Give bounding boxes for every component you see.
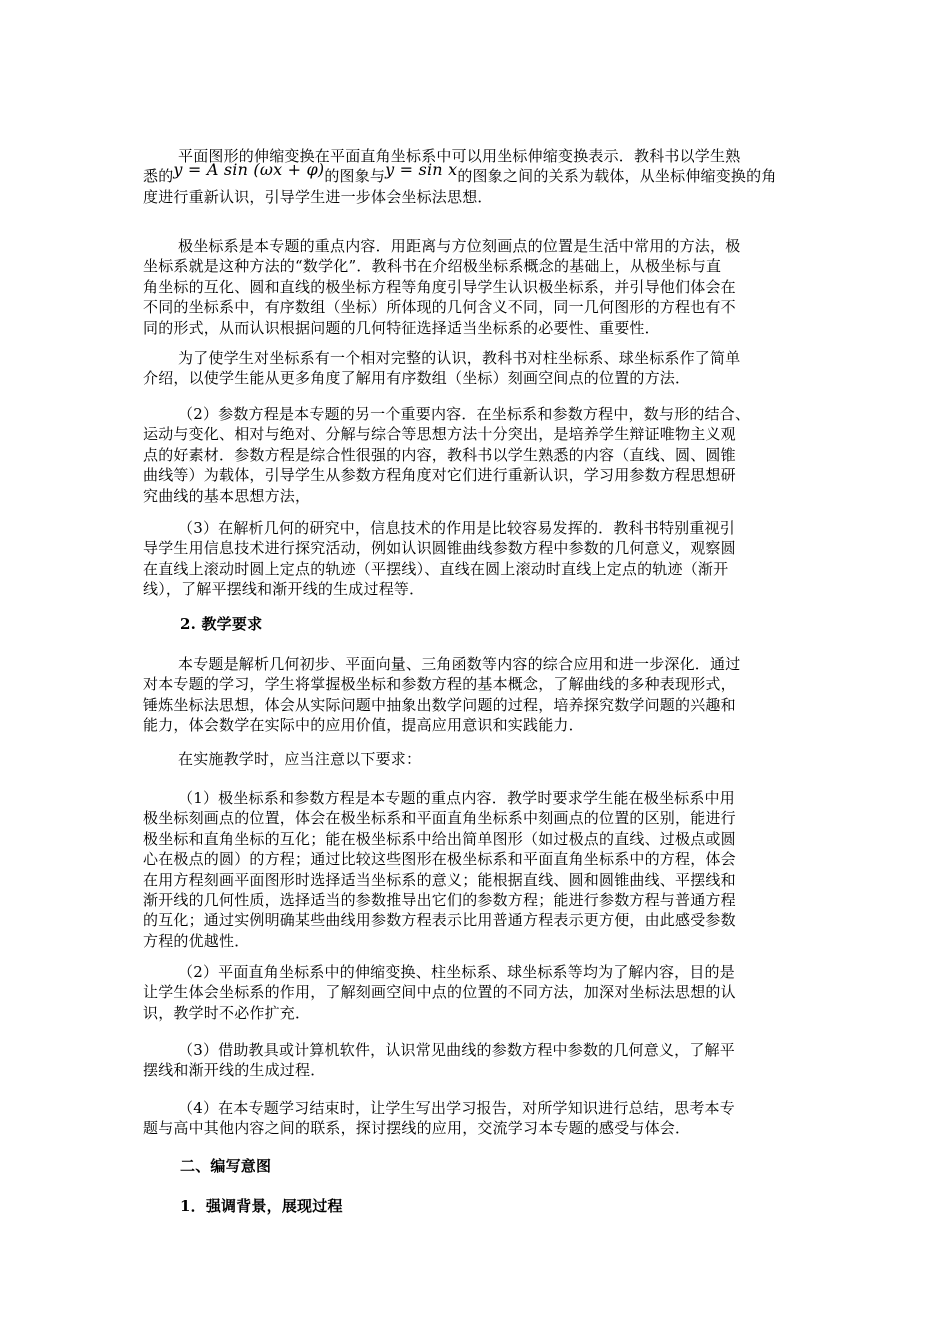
paragraph-line: 方程的优越性． [143, 931, 250, 950]
formula-sine-basic: y = sin x [385, 160, 458, 180]
paragraph-polar-coordinates [143, 236, 803, 338]
paragraph-line: 渐开线的几何性质，选择适当的参数推导出它们的参数方程；能进行参数方程与普通方程 [143, 891, 736, 910]
paragraph-line: 锤炼坐标法思想，体会从实际问题中抽象出数学问题的过程，培养探究数学问题的兴趣和 [143, 695, 736, 714]
paragraph-line: （1）极坐标系和参数方程是本专题的重点内容．教学时要求学生能在极坐标系中用 [178, 789, 735, 807]
text-span: 的图象之间的关系为载体，从坐标伸缩变换的角 [457, 167, 777, 186]
paragraph-line: 度进行重新认识，引导学生进一步体会坐标法思想． [143, 187, 493, 206]
paragraph-line: （4）在本专题学习结束时，让学生写出学习报告，对所学知识进行总结，思考本专 [178, 1099, 735, 1117]
paragraph-requirement-3 [143, 1040, 803, 1081]
paragraph-line: 摆线和渐开线的生成过程． [143, 1061, 326, 1080]
paragraph-line: 对本专题的学习，学生将掌握极坐标和参数方程的基本概念，了解曲线的多种表现形式， [143, 675, 736, 694]
paragraph-line: 心在极点的圆）的方程；通过比较这些图形在极坐标系和平面直角坐标系中的方程，体会 [143, 850, 736, 869]
paragraph-line: 同的形式，从而认识根据问题的几何特征选择适当坐标系的必要性、重要性． [143, 318, 660, 337]
paragraph-line: 为了使学生对坐标系有一个相对完整的认识，教科书对柱坐标系、球坐标系作了简单 [178, 349, 741, 367]
paragraph-line: （2）参数方程是本专题的另一个重要内容．在坐标系和参数方程中，数与形的结合、 [178, 405, 751, 423]
paragraph-line [143, 160, 803, 186]
paragraph-topic-overview [143, 654, 803, 736]
text-span: 悉的 [143, 167, 174, 186]
paragraph-line: 坐标系就是这种方法的“数学化”．教科书在介绍极坐标系概念的基础上，从极坐标与直 [143, 257, 722, 276]
paragraph-line: 角坐标的互化、圆和直线的极坐标方程等角度引导学生认识极坐标系，并引导他们体会在 [143, 277, 736, 296]
paragraph-line: （2）平面直角坐标系中的伸缩变换、柱坐标系、球坐标系等均为了解内容，目的是 [178, 963, 735, 981]
subsection-heading-background-process: 1．强调背景，展现过程 [180, 1197, 343, 1215]
paragraph-cylindrical-spherical [143, 348, 803, 389]
paragraph-line: 在实施教学时，应当注意以下要求： [178, 750, 422, 768]
paragraph-line: 在用方程刻画平面图形时选择适当坐标系的意义；能根据直线、圆和圆锥曲线、平摆线和 [143, 870, 736, 889]
text-span: 的图象与 [324, 167, 386, 186]
paragraph-line: 究曲线的基本思想方法， [143, 486, 311, 505]
paragraph-requirement-2 [143, 962, 803, 1023]
paragraph-line: 点的好素材．参数方程是综合性很强的内容，教科书以学生熟悉的内容（直线、圆、圆锥 [143, 445, 736, 464]
paragraph-line: 极坐标系是本专题的重点内容．用距离与方位刻画点的位置是生活中常用的方法，极 [178, 237, 741, 255]
paragraph-line: 线），了解平摆线和渐开线的生成过程等． [143, 580, 425, 599]
paragraph-line: 平面图形的伸缩变换在平面直角坐标系中可以用坐标伸缩变换表示．教科书以学生熟 [178, 147, 741, 165]
paragraph-line: 的互化；通过实例明确某些曲线用参数方程表示比用普通方程表示更方便，由此感受参数 [143, 911, 736, 930]
paragraph-line: 不同的坐标系中，有序数组（坐标）所体现的几何含义不同，同一几何图形的方程也有不 [143, 298, 736, 317]
paragraph-line: 识，教学时不必作扩充． [143, 1003, 311, 1022]
paragraph-requirement-4 [143, 1098, 803, 1139]
section-heading-writing-intent: 二、编写意图 [180, 1157, 272, 1175]
paragraph-requirement-1 [143, 788, 803, 951]
paragraph-line: 曲线等）为载体，引导学生从参数方程角度对它们进行重新认识，学习用参数方程思想研 [143, 466, 736, 485]
paragraph-line: 让学生体会坐标系的作用，了解刻画空间中点的位置的不同方法，加深对坐标法思想的认 [143, 983, 736, 1002]
paragraph-line: （3）借助教具或计算机软件，认识常见曲线的参数方程中参数的几何意义，了解平 [178, 1041, 735, 1059]
paragraph-line: 在直线上滚动时圆上定点的轨迹（平摆线）、直线在圆上滚动时直线上定点的轨迹（渐开 [143, 559, 729, 578]
paragraph-line: 极坐标刻画点的位置，体会在极坐标系和平面直角坐标系中刻画点的位置的区别，能进行 [143, 809, 736, 828]
paragraph-line: 本专题是解析几何初步、平面向量、三角函数等内容的综合应用和进一步深化．通过 [178, 655, 741, 673]
paragraph-line: 极坐标和直角坐标的互化；能在极坐标系中给出简单图形（如过极点的直线、过极点或圆 [143, 829, 736, 848]
paragraph-parametric-equations [143, 404, 803, 506]
paragraph-line: 运动与变化、相对与绝对、分解与综合等思想方法十分突出，是培养学生辩证唯物主义观 [143, 425, 736, 444]
section-heading-teaching-requirements: 2. 教学要求 [180, 615, 263, 633]
paragraph-line: 题与高中其他内容之间的联系，探讨摆线的应用，交流学习本专题的感受与体会． [143, 1119, 691, 1138]
paragraph-line: 介绍，以使学生能从更多角度了解用有序数组（坐标）刻画空间点的位置的方法． [143, 369, 691, 388]
paragraph-information-technology [143, 518, 803, 600]
paragraph-scaling-transform [143, 146, 803, 207]
paragraph-implementation-note [143, 749, 803, 769]
paragraph-line: 能力，体会数学在实际中的应用价值，提高应用意识和实践能力． [143, 716, 584, 735]
paragraph-line: 导学生用信息技术进行探究活动，例如认识圆锥曲线参数方程中参数的几何意义，观察圆 [143, 539, 736, 558]
formula-sine-general: y = A sin (ωx + φ) [173, 160, 325, 180]
paragraph-line: （3）在解析几何的研究中，信息技术的作用是比较容易发挥的．教科书特别重视引 [178, 519, 735, 537]
